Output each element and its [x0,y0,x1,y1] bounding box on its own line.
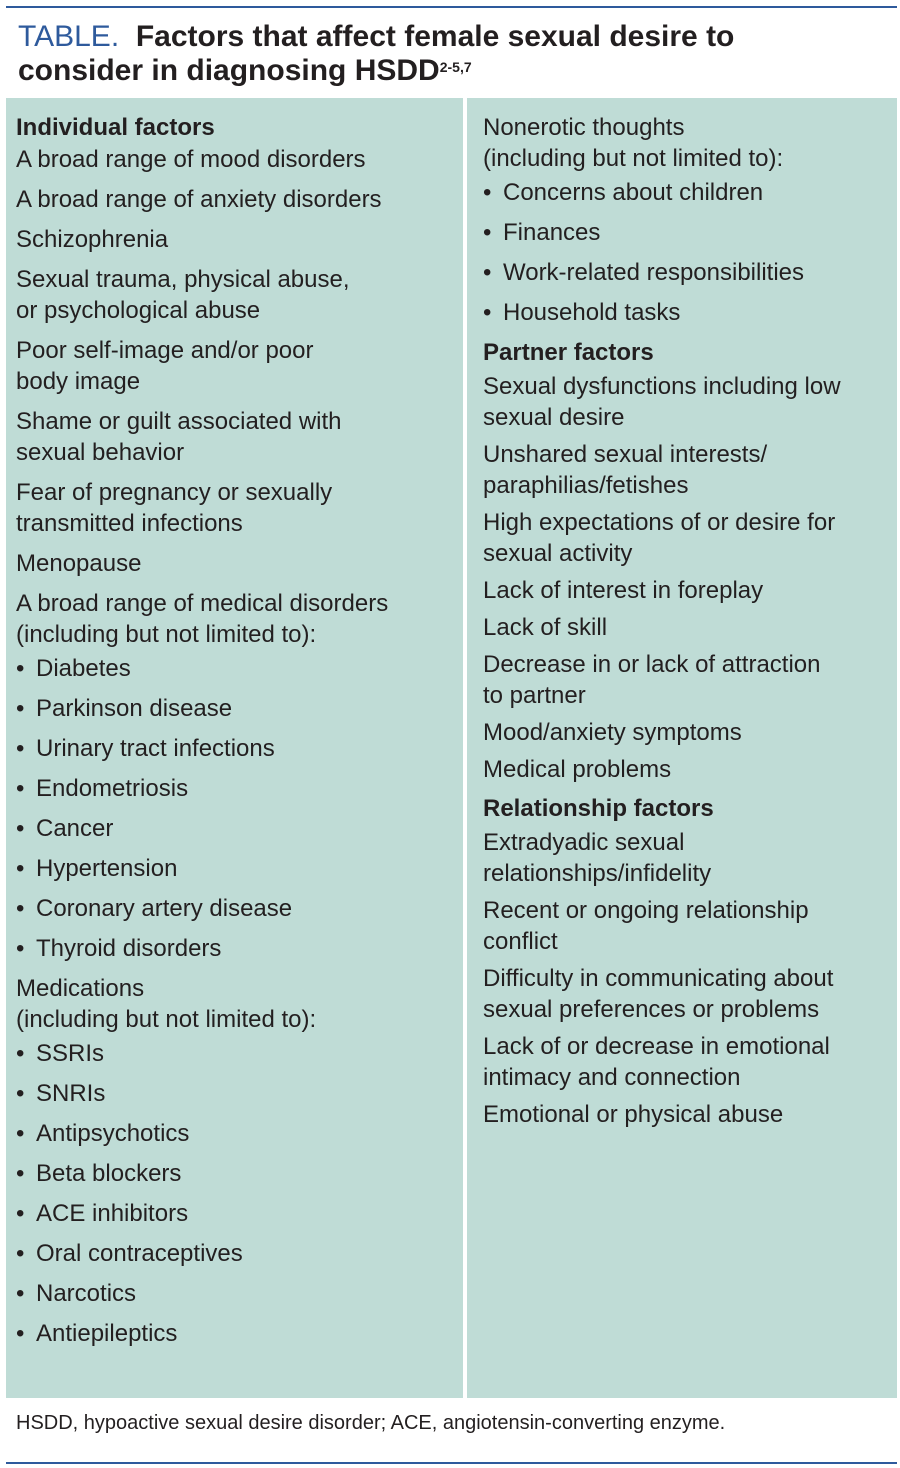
factor-item: Shame or guilt associated with sexual behavior [16,408,342,466]
relationship-factor-item: Emotional or physical abuse [483,1101,784,1128]
table-title [6,8,897,98]
factor-item: Fear of pregnancy or sexually transmitted infections [16,479,333,537]
individual-factors-list [16,144,463,579]
medical-bullet-item: • Endometriosis [16,773,463,804]
nonerotic-intro-1: Nonerotic thoughts [483,114,685,141]
title-line-2 [18,54,897,88]
nonerotic-intro-2: (including but not limited to): [483,145,784,172]
medical-disorders-group [16,588,463,964]
title-citation: 2-5,7 [439,59,472,75]
relationship-factors-list [483,827,897,1130]
factor-item: A broad range of mood disorders [16,146,366,173]
nonerotic-group [483,112,897,328]
medical-bullet-item: • Diabetes [16,653,463,684]
partner-factor-item: High expectations of or desire for sexual activity [483,509,836,567]
bottom-rule [6,1462,897,1464]
medication-bullet-item: • Narcotics [16,1278,463,1309]
footnote: HSDD, hypoactive sexual desire disorder; ACE, angiotensin-converting enzyme. [16,1412,726,1434]
individual-factors-heading: Individual factors [16,114,215,141]
medical-bullet-item: • Coronary artery disease [16,893,463,924]
medication-bullet-item: • Antipsychotics [16,1118,463,1149]
medications-intro-1: Medications [16,975,145,1002]
partner-factor-item: Decrease in or lack of attraction to partner [483,651,821,709]
medication-bullet-item: • SNRIs [16,1078,463,1109]
medications-intro-2: (including but not limited to): [16,1006,317,1033]
medication-bullet-item: • SSRIs [16,1038,463,1069]
relationship-factor-item: Extradyadic sexual relationships/infidelity [483,829,712,887]
medications-group [16,973,463,1349]
nonerotic-bullet-item: • Finances [483,217,897,248]
medical-bullet-item: • Parkinson disease [16,693,463,724]
relationship-factor-item: Lack of or decrease in emotional intimacy and connection [483,1033,830,1091]
medical-bullet-item: • Thyroid disorders [16,933,463,964]
medication-bullet-item: • Beta blockers [16,1158,463,1189]
factor-item: Poor self-image and/or poor body image [16,337,314,395]
right-column [467,98,897,1398]
factor-item: Sexual trauma, physical abuse, or psychological abuse [16,266,350,324]
partner-factor-item: Sexual dysfunctions including low sexual desire [483,373,841,431]
medical-bullet-item: • Urinary tract infections [16,733,463,764]
left-column [6,98,463,1398]
relationship-factors-heading: Relationship factors [483,795,714,822]
relationship-factor-item: Recent or ongoing relationship conflict [483,897,809,955]
factor-item: Schizophrenia [16,226,169,253]
medical-bullet-item: • Cancer [16,813,463,844]
nonerotic-bullet-item: • Work-related responsibilities [483,257,897,288]
nonerotic-bullet-list [483,177,897,328]
medication-bullet-list [16,1038,463,1349]
factor-item: Menopause [16,550,142,577]
medical-bullet-item: • Hypertension [16,853,463,884]
relationship-factor-item: Difficulty in communicating about sexual preferences or problems [483,965,834,1023]
partner-factors-heading: Partner factors [483,339,654,366]
medication-bullet-item: • ACE inhibitors [16,1198,463,1229]
partner-factors-list [483,371,897,785]
table-label: TABLE. [18,20,120,53]
partner-factor-item: Lack of interest in foreplay [483,577,764,604]
partner-factor-item: Lack of skill [483,614,608,641]
medication-bullet-item: • Antiepileptics [16,1318,463,1349]
title-text-1: Factors that affect female sexual desire to [135,20,735,53]
medical-intro-2: (including but not limited to): [16,621,317,648]
nonerotic-bullet-item: • Household tasks [483,297,897,328]
medical-bullet-list [16,653,463,964]
factor-item: A broad range of anxiety disorders [16,186,382,213]
partner-factor-item: Unshared sexual interests/ paraphilias/fetishes [483,441,768,499]
partner-factor-item: Medical problems [483,756,672,783]
medication-bullet-item: • Oral contraceptives [16,1238,463,1269]
title-line-1 [18,20,897,54]
nonerotic-bullet-item: • Concerns about children [483,177,897,208]
partner-factor-item: Mood/anxiety symptoms [483,719,742,746]
title-text-2: consider in diagnosing HSDD [18,54,440,87]
medical-intro-1: A broad range of medical disorders [16,590,389,617]
